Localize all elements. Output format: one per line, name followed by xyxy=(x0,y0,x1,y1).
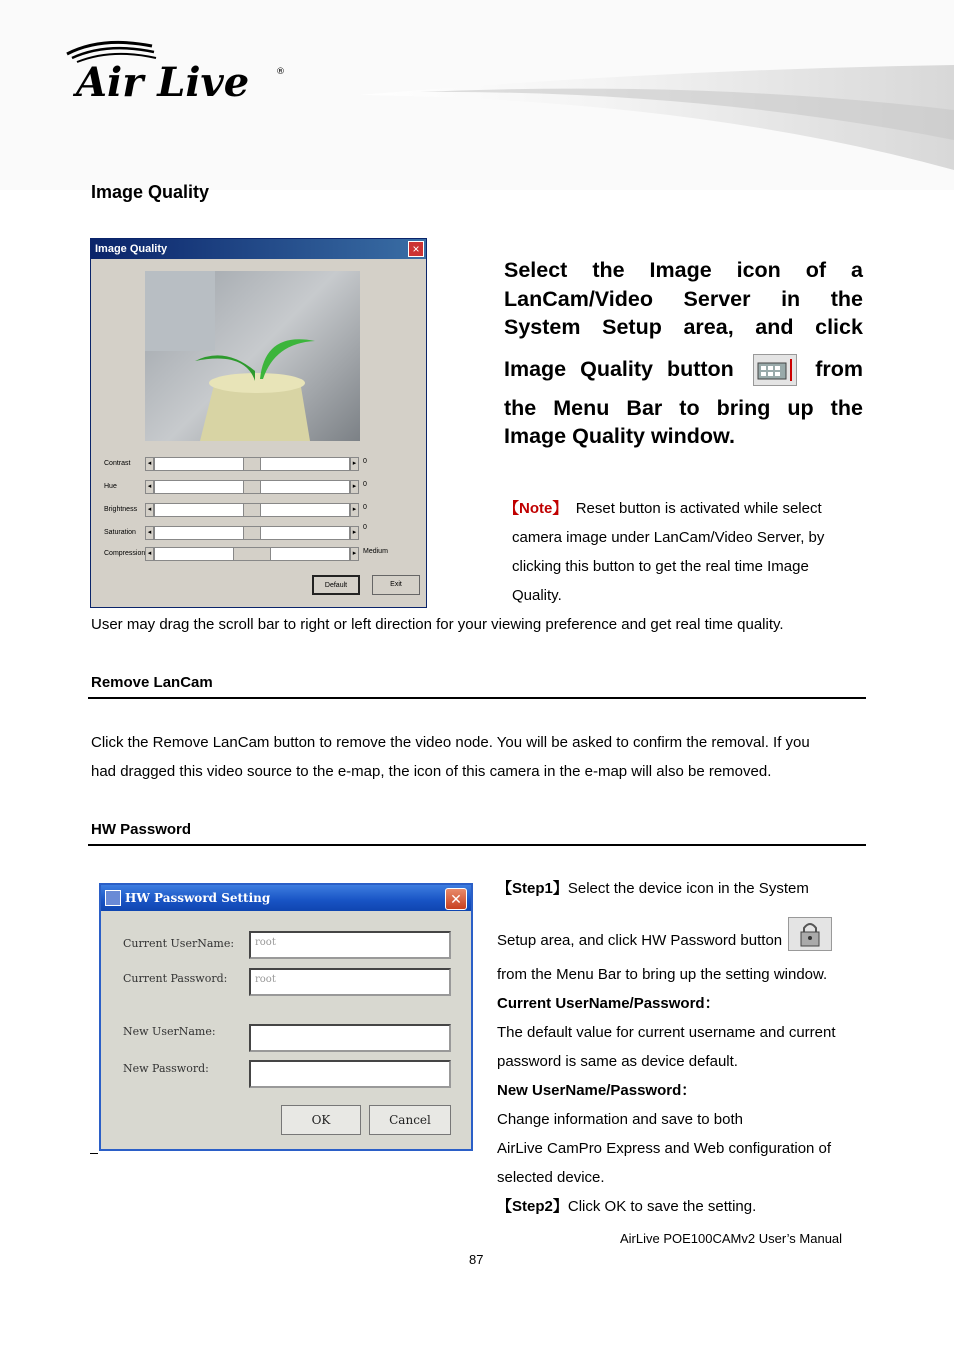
word: in xyxy=(781,286,801,311)
hw-password-window xyxy=(99,883,473,1151)
close-icon[interactable]: ✕ xyxy=(445,888,467,910)
current-username-label: Current UserName: xyxy=(123,937,235,950)
current-line: The default value for current username and current xyxy=(497,1024,836,1041)
page-number: 87 xyxy=(469,1252,484,1267)
slider-left-arrow-icon[interactable]: ◂ xyxy=(145,503,154,517)
slider-right-arrow-icon[interactable]: ▸ xyxy=(350,457,359,471)
new-password-field[interactable] xyxy=(249,1060,451,1088)
instruction-line-2 xyxy=(504,285,863,314)
instruction-line-1 xyxy=(504,256,863,285)
note-line: Reset button is activated while select xyxy=(575,500,822,517)
slider-left-arrow-icon[interactable]: ◂ xyxy=(145,457,154,471)
word: the xyxy=(830,395,863,420)
saturation-label: Saturation xyxy=(104,529,136,536)
image-quality-instruction xyxy=(504,256,863,451)
camera-preview xyxy=(145,271,360,441)
step1-line-3: from the Menu Bar to bring up the setting window. xyxy=(497,966,828,983)
word: LanCam/Video xyxy=(504,286,653,311)
compression-thumb[interactable] xyxy=(233,547,271,561)
ok-button[interactable]: OK xyxy=(281,1105,361,1135)
instruction-line-4 xyxy=(504,350,863,390)
new-username-label: New UserName: xyxy=(123,1025,216,1038)
logo-swoosh-icon xyxy=(62,36,292,106)
word: bring xyxy=(716,395,771,420)
hw-password-icon xyxy=(788,917,832,951)
hue-label: Hue xyxy=(104,483,117,490)
brightness-value: 0 xyxy=(363,504,367,511)
new-heading: New UserName/Password： xyxy=(497,1082,697,1099)
note-label: 【Note】 xyxy=(504,500,568,517)
image-quality-window xyxy=(90,238,427,608)
hw-password-instructions xyxy=(497,874,865,1221)
slider-right-arrow-icon[interactable]: ▸ xyxy=(350,480,359,494)
current-password-field[interactable]: root xyxy=(249,968,451,996)
step1-line2-text: Setup area, and click HW Password button xyxy=(497,931,783,949)
current-heading: Current UserName/Password： xyxy=(497,995,720,1012)
new-username-field[interactable] xyxy=(249,1024,451,1052)
word: and xyxy=(755,315,794,339)
instruction-line-5 xyxy=(504,394,863,423)
plant-image xyxy=(145,271,360,441)
word: click xyxy=(815,315,863,339)
word: a xyxy=(851,258,863,282)
remove-lancam-text xyxy=(91,728,866,786)
brightness-thumb[interactable] xyxy=(243,503,261,517)
slider-left-arrow-icon[interactable]: ◂ xyxy=(145,526,154,540)
remove-lancam-heading: Remove LanCam xyxy=(91,674,213,691)
instruction-line-3 xyxy=(504,313,863,342)
note-line: Quality. xyxy=(512,587,562,604)
hue-value: 0 xyxy=(363,481,367,488)
image-quality-titlebar xyxy=(91,239,426,259)
contrast-value: 0 xyxy=(363,458,367,465)
compression-label: Compression xyxy=(104,550,146,557)
contrast-label: Contrast xyxy=(104,460,131,467)
saturation-thumb[interactable] xyxy=(243,526,261,540)
divider xyxy=(88,697,866,699)
contrast-thumb[interactable] xyxy=(243,457,261,471)
slider-left-arrow-icon[interactable]: ◂ xyxy=(145,480,154,494)
slider-right-arrow-icon[interactable]: ▸ xyxy=(350,547,359,561)
step2-text: Click OK to save the setting. xyxy=(567,1198,757,1215)
word: Bar xyxy=(626,395,663,420)
cancel-button[interactable]: Cancel xyxy=(369,1105,451,1135)
image-quality-heading: Image Quality xyxy=(91,182,210,202)
step1-label: 【Step1】 xyxy=(497,880,568,897)
word: Server xyxy=(683,286,751,311)
default-button[interactable]: Default xyxy=(312,575,360,595)
close-icon[interactable]: × xyxy=(408,241,424,257)
hw-password-titlebar xyxy=(101,885,471,911)
step2-label: 【Step2】 xyxy=(497,1198,568,1215)
brightness-label: Brightness xyxy=(104,506,138,513)
hue-thumb[interactable] xyxy=(243,480,261,494)
app-icon xyxy=(105,890,121,906)
word: to xyxy=(679,395,700,420)
word: Setup xyxy=(602,315,662,339)
word: System xyxy=(504,315,581,339)
svg-text:®: ® xyxy=(276,67,285,77)
word: Menu xyxy=(553,395,610,420)
remove-lancam-line: had dragged this video source to the e-map, the icon of this camera in the e-map will also be removed. xyxy=(91,763,772,780)
new-password-label: New Password: xyxy=(123,1062,209,1075)
slider-right-arrow-icon[interactable]: ▸ xyxy=(350,526,359,540)
note-line: camera image under LanCam/Video Server, by xyxy=(512,529,825,546)
current-username-field[interactable]: root xyxy=(249,931,451,959)
remove-lancam-line: Click the Remove LanCam button to remove the video node. You will be asked to confirm the removal. If you xyxy=(91,734,810,751)
word: icon xyxy=(736,258,781,282)
hw-password-heading: HW Password xyxy=(91,821,192,838)
manual-title: AirLive POE100CAMv2 User’s Manual xyxy=(620,1231,843,1246)
slider-right-arrow-icon[interactable]: ▸ xyxy=(350,503,359,517)
step1-line-2 xyxy=(497,920,865,960)
step1-text: Select the device icon in the System xyxy=(567,880,809,897)
word: Image xyxy=(649,258,712,282)
image-quality-button-text: Image Quality button xyxy=(504,357,734,382)
image-quality-icon xyxy=(753,354,797,386)
instruction-line-6: Image Quality window. xyxy=(504,424,735,448)
slider-left-arrow-icon[interactable]: ◂ xyxy=(145,547,154,561)
window-title: HW Password Setting xyxy=(125,891,271,905)
saturation-value: 0 xyxy=(363,524,367,531)
window-title: Image Quality xyxy=(95,243,168,255)
word: of xyxy=(805,258,827,282)
new-line: selected device. xyxy=(497,1169,605,1186)
word: up xyxy=(787,395,814,420)
exit-button[interactable]: Exit xyxy=(372,575,420,595)
drag-instruction: User may drag the scroll bar to right or left direction for your viewing preference and get real time quality. xyxy=(91,616,784,633)
word: from xyxy=(815,357,863,382)
word: the xyxy=(504,395,537,420)
divider xyxy=(90,1153,98,1154)
new-line: Change information and save to both xyxy=(497,1111,743,1128)
svg-text:Air Live: Air Live xyxy=(76,59,250,106)
note-line: clicking this button to get the real time Image xyxy=(512,558,809,575)
airlive-logo xyxy=(62,36,292,106)
compression-value: Medium xyxy=(363,548,388,555)
word: the xyxy=(592,258,625,282)
divider xyxy=(88,844,866,846)
note-block xyxy=(504,494,864,610)
current-password-label: Current Password: xyxy=(123,972,228,985)
word: area, xyxy=(683,315,734,339)
new-line: AirLive CamPro Express and Web configuration of xyxy=(497,1140,832,1157)
current-line: password is same as device default. xyxy=(497,1053,738,1070)
word: the xyxy=(830,286,863,311)
word: Select xyxy=(504,258,568,282)
